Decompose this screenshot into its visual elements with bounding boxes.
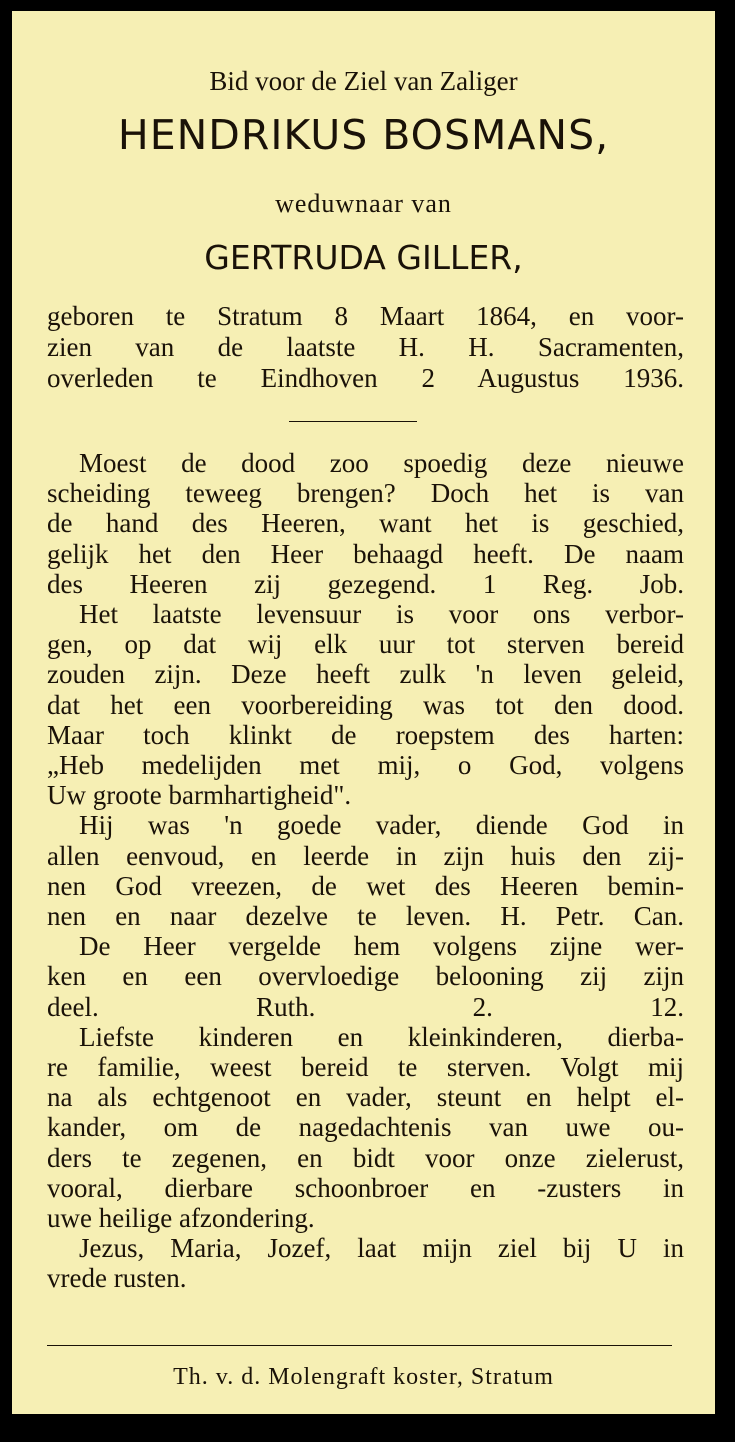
spouse-name: GERTRUDA GILLER, [204,238,523,277]
body-line: allen eenvoud, en leerde in zijn huis den zij- [47,840,684,871]
body-line: dat het een voorbereiding was tot den dood. [47,689,684,720]
body-line: zouden zijn. Deze heeft zulk 'n leven geleid, [47,659,684,690]
body-line: kander, om de nagedachtenis van uwe ou- [47,1112,684,1143]
body-line: Het laatste levensuur is voor ons verbor- [79,599,684,630]
printer-credit: Th. v. d. Molengraft koster, Stratum [173,1364,554,1390]
body-line: des Heeren zij gezegend. 1 Reg. Job. [47,568,684,599]
body-line: Moest de dood zoo spoedig deze nieuwe [79,448,684,478]
bio-paragraph [47,301,684,394]
body-line: de hand des Heeren, want het is geschied, [47,508,684,539]
body-line: Uw groote barmhartigheid". [47,780,352,811]
body-line: Hij was 'n goede vader, diende God in [79,810,684,841]
divider-long [47,1345,672,1346]
deceased-name: HENDRIKUS BOSMANS, [117,111,610,159]
body-line: gen, op dat wij elk uur tot sterven bereid [47,629,684,660]
body-line: na als echtgenoot en vader, steunt en helpt el- [47,1082,684,1113]
body-line: scheiding teweeg brengen? Doch het is van [47,478,684,509]
body-line: De Heer vergelde hem volgens zijne wer- [79,931,684,962]
body-line: vooral, dierbare schoonbroer en -zusters in [47,1172,684,1203]
body-line: ders te zegenen, en bidt voor onze zielerust, [47,1142,684,1173]
body-line: uwe heilige afzondering. [47,1203,315,1234]
intro-line: Bid voor de Ziel van Zaliger [209,66,518,96]
body-line: Liefste kinderen en kleinkinderen, dierba- [79,1021,684,1052]
body-line: nen en naar dezelve te leven. H. Petr. Can. [47,901,684,932]
body-line: vrede rusten. [47,1263,187,1294]
bio-line: zien van de laatste H. H. Sacramenten, [47,332,684,362]
bio-line: overleden te Eindhoven 2 Augustus 1936. [47,363,684,393]
bio-line: geboren te Stratum 8 Maart 1864, en voor- [47,301,684,331]
body-line: nen God vreezen, de wet des Heeren bemin- [47,870,684,901]
body-line: gelijk het den Heer behaagd heeft. De naam [47,538,684,569]
widow-of-line: weduwnaar van [275,189,452,218]
body-line: deel. Ruth. 2. 12. [47,991,684,1022]
body-line: Maar toch klinkt de roepstem des harten: [47,719,684,750]
body-line: Jezus, Maria, Jozef, laat mijn ziel bij U in [79,1233,684,1264]
memorial-card [12,11,715,1414]
divider-short [289,421,417,422]
prayer-text [47,448,684,1294]
body-line: re familie, weest bereid te sterven. Volgt mij [47,1052,684,1083]
body-line: ken en een overvloedige belooning zij zijn [47,961,684,992]
body-line: „Heb medelijden met mij, o God, volgens [47,750,684,781]
